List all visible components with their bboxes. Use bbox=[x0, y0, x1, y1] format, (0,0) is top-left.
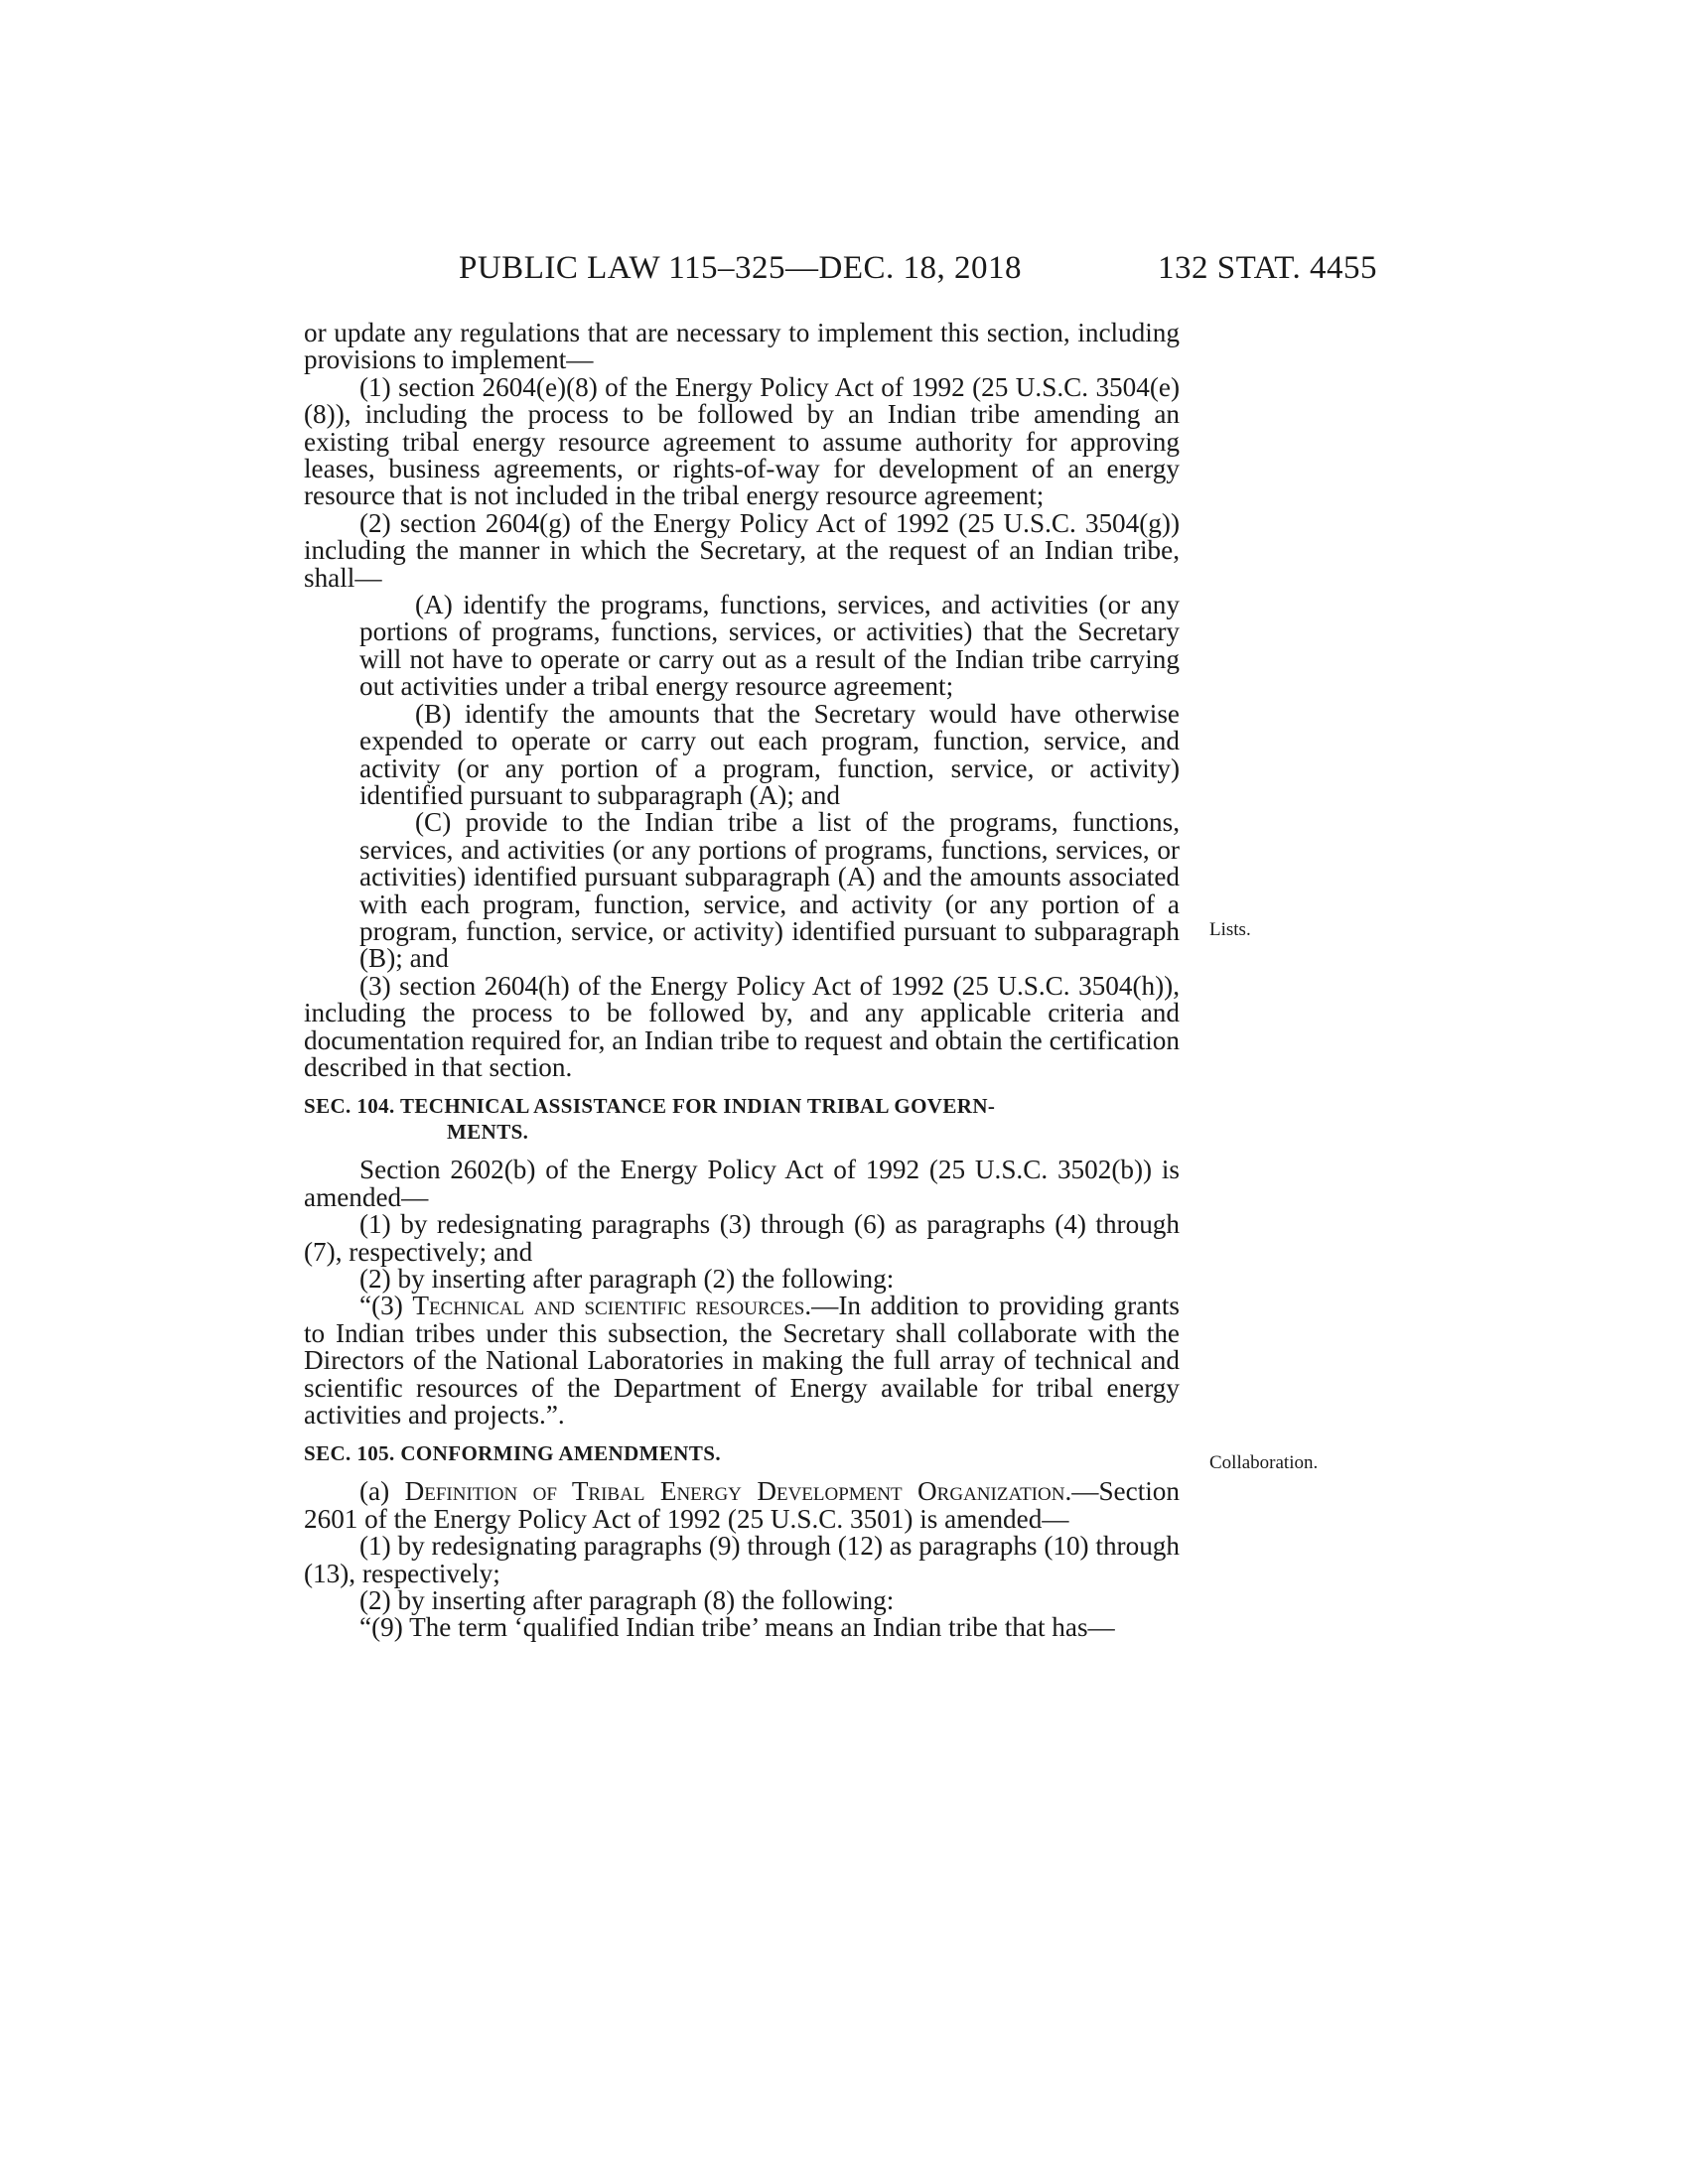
running-header-stat-page: 132 STAT. 4455 bbox=[1158, 250, 1378, 286]
margin-note-lists: Lists. bbox=[1209, 919, 1251, 940]
section-105-item-1: (1) by redesignating paragraphs (9) through (12) as paragraphs (10) through (13), respectively; bbox=[304, 1531, 1180, 1588]
quoted-paragraph-number: “(3) bbox=[359, 1291, 413, 1321]
section-105-item-2: (2) by inserting after paragraph (8) the following: bbox=[359, 1585, 895, 1616]
section-105-item-9: “(9) The term ‘qualified Indian tribe’ means an Indian tribe that has— bbox=[359, 1612, 1115, 1643]
running-header-title: PUBLIC LAW 115–325—DEC. 18, 2018 bbox=[459, 250, 1023, 286]
subsection-a-heading: Definition of Tribal Energy Development Organization bbox=[404, 1476, 1065, 1507]
section-104-item-1: (1) by redesignating paragraphs (3) through (6) as paragraphs (4) through (7), respectively; and bbox=[304, 1209, 1180, 1267]
paragraph-2: (2) section 2604(g) of the Energy Policy Act of 1992 (25 U.S.C. 3504(g)) including the manner in which the Secretary, at the request of an Indian tribe, shall— bbox=[304, 507, 1180, 593]
paragraph-1: (1) section 2604(e)(8) of the Energy Policy Act of 1992 (25 U.S.C. 3504(e)(8)), including the process to be followed by an Indian tribe amending an existing tribal energy resource agreement to assume authority for approving leases, business agreements, or rights-of-way for development of an energy resource that is not included in the tribal energy resource agreement; bbox=[304, 371, 1180, 511]
section-104-heading bbox=[304, 1093, 1180, 1145]
paragraph-3: (3) section 2604(h) of the Energy Policy Act of 1992 (25 U.S.C. 3504(h)), including the process to be followed by, and any applicable criteria and documentation required for, an Indian tribe to request and obtain the certification described in that section. bbox=[304, 970, 1180, 1082]
subparagraph-b: (B) identify the amounts that the Secretary would have otherwise expended to operate or carry out each program, function, service, and activity (or any portion of a program, function, service, or activity) identified pursuant to subparagraph (A); and bbox=[359, 698, 1180, 810]
subsection-a-text: .—Section 2601 of the Energy Policy Act of 1992 (25 U.S.C. 3501) is amended— bbox=[304, 1476, 1180, 1534]
subparagraph-a: (A) identify the programs, functions, services, and activities (or any portions of programs, functions, services, or activities) that the Secretary will not have to operate or carry out as a result of the Indian tribe carrying out activities under a tribal energy resource agreement; bbox=[359, 590, 1180, 702]
section-104-quoted-paragraph bbox=[304, 1293, 1180, 1429]
paragraph-intro: or update any regulations that are necessary to implement this section, including provisions to implement— bbox=[304, 318, 1180, 375]
section-104-intro: Section 2602(b) of the Energy Policy Act of 1992 (25 U.S.C. 3502(b)) is amended— bbox=[304, 1155, 1180, 1212]
subsection-a-number: (a) bbox=[359, 1476, 405, 1507]
quoted-paragraph-text: .—In addition to providing grants to Indian tribes under this subsection, the Secretary shall collaborate with the Directors of the National Laboratories in making the full array of technical and scientific resources of the Department of Energy available for tribal energy activities and projects.”. bbox=[304, 1291, 1180, 1431]
section-105-heading: SEC. 105. CONFORMING AMENDMENTS. bbox=[304, 1441, 721, 1466]
quoted-paragraph-heading: Technical and scientific resources bbox=[412, 1291, 805, 1321]
body-column bbox=[304, 320, 1180, 1642]
margin-note-collaboration: Collaboration. bbox=[1209, 1452, 1319, 1473]
section-104-heading-line2: MENTS. bbox=[447, 1120, 529, 1145]
section-104-item-2: (2) by inserting after paragraph (2) the following: bbox=[359, 1264, 895, 1294]
subparagraph-c: (C) provide to the Indian tribe a list of the programs, functions, services, and activities (or any portions of programs, functions, services, or activities) identified pursuant subparagraph (A) and the amounts associated with each program, function, service, and activity (or any portion of a program, function, service, or activity) identified pursuant to subparagraph (B); and bbox=[359, 807, 1180, 974]
section-105-subsection-a bbox=[304, 1478, 1180, 1533]
section-104-heading-line1: SEC. 104. TECHNICAL ASSISTANCE FOR INDIAN TRIBAL GOVERN- bbox=[304, 1094, 996, 1119]
